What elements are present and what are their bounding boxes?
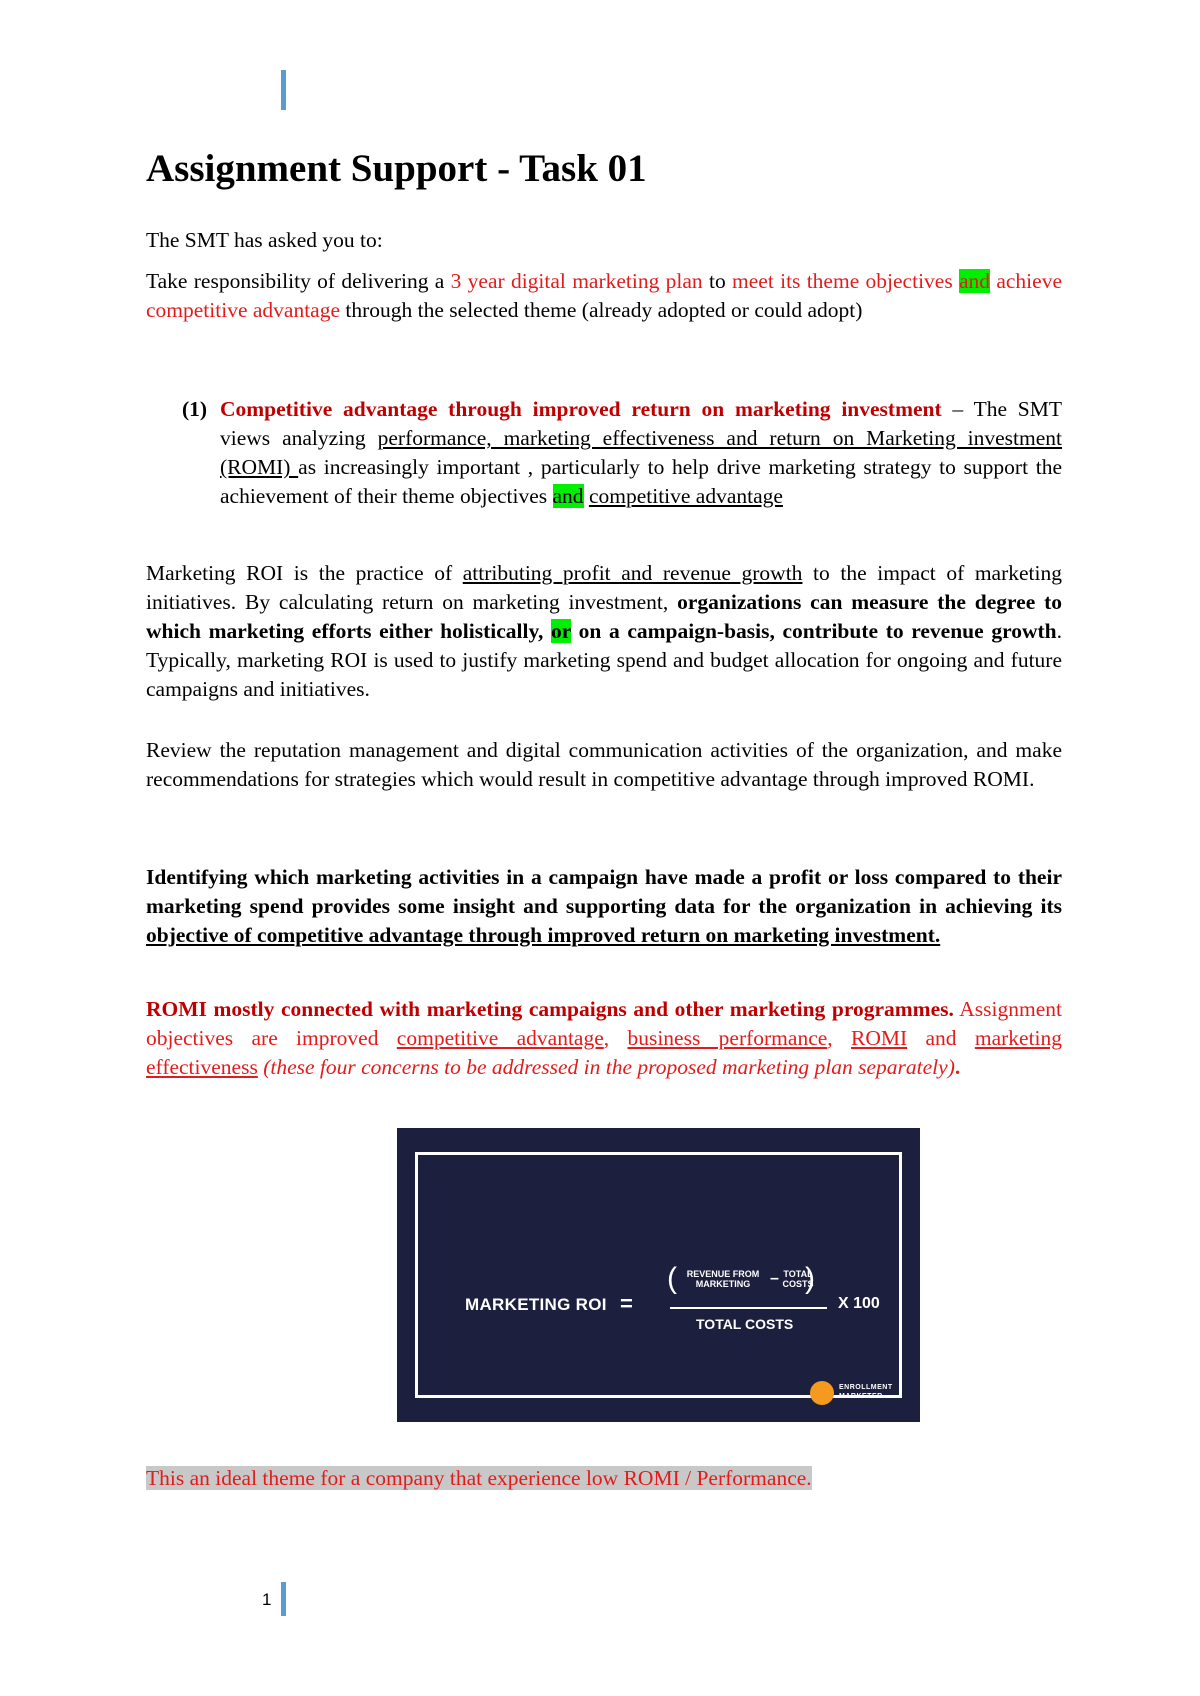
enrollment-marketer-logo-icon	[810, 1381, 834, 1405]
roi-equals: =	[620, 1291, 633, 1316]
roi-denominator: TOTAL COSTS	[696, 1316, 794, 1332]
task-paragraph: Take responsibility of delivering a 3 year digital marketing plan to meet its theme objectives and achieve competitive advantage through the selected theme (already adopted or could adopt)	[146, 269, 1062, 322]
intro-paragraph: The SMT has asked you to:	[146, 228, 383, 252]
review-paragraph: Review the reputation management and digital communication activities of the organization, and make recommendations for strategies which would result in competitive advantage through improved ROMI.	[146, 738, 1062, 791]
roi-minus: –	[770, 1270, 779, 1287]
header-cursor-mark	[281, 70, 286, 110]
list-item-1: (1) Competitive advantage through improved return on marketing investment – The SMT views analyzing performance, marketing effectiveness and return on Marketing investment (ROMI) as increasingly important , particularly to help drive marketing strategy to support the achievement of their theme objectives and competitive advantage	[182, 397, 1062, 508]
list-item-heading: Competitive advantage through improved return on marketing investment	[220, 397, 942, 421]
roi-label: MARKETING ROI	[465, 1295, 607, 1314]
roi-logo-text: ENROLLMENT MARKETER	[839, 1384, 893, 1400]
page-number: 1	[262, 1590, 272, 1609]
roi-multiplier: X 100	[838, 1295, 880, 1312]
note-paragraph: This an ideal theme for a company that experience low ROMI / Performance.	[146, 1466, 812, 1490]
footer-cursor-mark	[281, 1582, 286, 1616]
roi-revenue-term: REVENUE FROM MARKETING	[686, 1269, 760, 1289]
marketing-roi-formula-image	[397, 1128, 920, 1422]
roi-fraction-bar	[670, 1307, 827, 1309]
roi-paren-close: )	[805, 1262, 815, 1295]
roi-paren-open: (	[667, 1262, 677, 1295]
marketing-roi-paragraph: Marketing ROI is the practice of attributing profit and revenue growth to the impact of marketing initiatives. By calculating return on marketing investment, organizations can measure the degree to which marketing efforts either holistically, or on a campaign-basis, contribute to revenue growth. Typically, marketing ROI is used to justify marketing spend and budget allocation for ongoing and future campaigns and initiatives.	[146, 561, 1062, 701]
roi-frame	[415, 1152, 902, 1398]
page-title: Assignment Support - Task 01	[146, 147, 647, 190]
romi-paragraph: ROMI mostly connected with marketing campaigns and other marketing programmes. Assignment objectives are improved competitive advantage, business performance, ROMI and marketing effectiveness (these four concerns to be addressed in the proposed marketing plan separately).	[146, 997, 1063, 1079]
list-number: (1)	[182, 397, 208, 421]
identifying-paragraph: Identifying which marketing activities in a campaign have made a profit or loss compared to their marketing spend provides some insight and supporting data for the organization in achieving its objective of competitive advantage through improved return on marketing investment.	[146, 865, 1062, 947]
roi-total-costs-term: TOTAL COSTS	[782, 1269, 814, 1289]
